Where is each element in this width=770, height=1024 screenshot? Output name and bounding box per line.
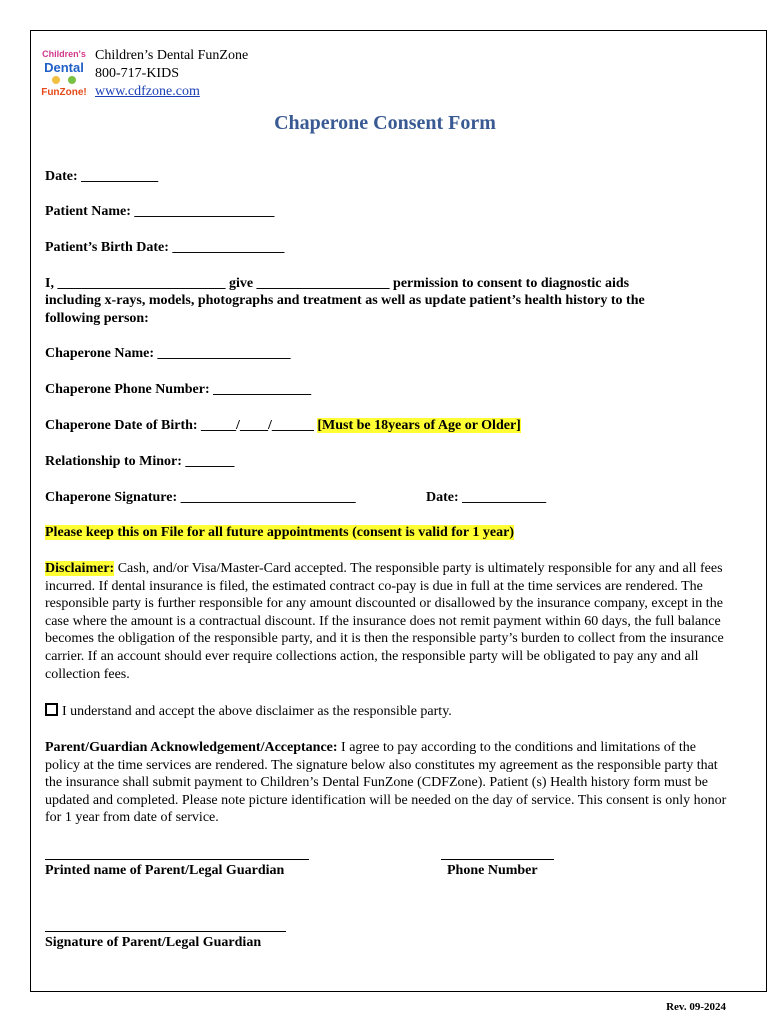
logo-text-funzone: FunZone! [41, 87, 87, 98]
practice-website-link[interactable]: www.cdfzone.com [95, 84, 200, 99]
acknowledge-checkbox[interactable] [45, 703, 58, 716]
chaperone-phone-field[interactable]: Chaperone Phone Number: ______________ [45, 382, 312, 397]
date-field[interactable]: Date: ___________ [45, 169, 159, 184]
consent-statement-line-2: including x-rays, models, photographs and treatment as well as update patient’s health history to the [45, 293, 645, 308]
disclaimer-paragraph [45, 560, 730, 683]
guardian-text: I agree to pay according to the conditions and limitations of the policy at the time services are rendered. The signature below also constitutes my agreement as the responsible party that the insurance shall submit payment to Children’s Dental FunZone (CDFZone). Patient (s) Health history form must be updated and completed. Please note picture identification will be needed on the day of service. This consent is only honor for 1 year from date of service. [45, 740, 727, 826]
chaperone-signature-field[interactable]: Chaperone Signature: _________________________ [45, 490, 356, 505]
phone-number-label: Phone Number [447, 863, 538, 878]
logo-text-childrens: Children's [42, 49, 86, 59]
guardian-label: Parent/Guardian Acknowledgement/Acceptance: [45, 740, 338, 755]
logo-text-dental: Dental [44, 60, 84, 75]
disclaimer-text: Cash, and/or Visa/Master-Card accepted. The responsible party is ultimately responsible for any and all fees incurred. If dental insurance is filed, the estimated contract co-pay is due in full at the time services are rendered. The responsible party is further responsible for any amount discounted or disallowed by the insurance company, except in the case where the amount is a contractual discount. If the insurance does not remit payment within 60 days, the full balance becomes the obligation of the responsible party, and it is then the responsible party’s burden to collect from the insurance carrier. If an account should ever require collections action, the responsible party will be obligated to pay any and all collection fees. [45, 561, 724, 682]
keep-on-file-notice: Please keep this on File for all future appointments (consent is valid for 1 year) [45, 525, 514, 540]
patient-name-field[interactable]: Patient Name: ____________________ [45, 204, 275, 219]
form-title: Chaperone Consent Form [274, 112, 496, 134]
cdfzone-logo [36, 46, 92, 100]
guardian-signature-label: Signature of Parent/Legal Guardian [45, 935, 262, 950]
relationship-field[interactable]: Relationship to Minor: _______ [45, 454, 235, 469]
signature-line[interactable] [45, 931, 286, 932]
acknowledge-label: I understand and accept the above disclaimer as the responsible party. [62, 704, 452, 719]
revision-label: Rev. 09-2024 [666, 1001, 726, 1013]
consent-statement-line-3: following person: [45, 311, 149, 326]
practice-phone: 800-717-KIDS [95, 66, 179, 81]
chaperone-name-field[interactable]: Chaperone Name: ___________________ [45, 346, 291, 361]
age-requirement-note: [Must be 18years of Age or Older] [317, 418, 521, 433]
printed-name-label: Printed name of Parent/Legal Guardian [45, 863, 285, 878]
signature-date-field[interactable]: Date: ____________ [426, 490, 547, 505]
acknowledge-row[interactable] [45, 703, 730, 721]
guardian-paragraph [45, 739, 730, 827]
disclaimer-label: Disclaimer: [45, 561, 115, 576]
practice-name: Children’s Dental FunZone [95, 48, 249, 63]
patient-birth-date-field[interactable]: Patient’s Birth Date: ________________ [45, 240, 285, 255]
printed-name-line[interactable] [45, 859, 309, 860]
chaperone-dob-field[interactable]: Chaperone Date of Birth: _____/____/______ [45, 418, 314, 433]
consent-statement-line-1[interactable]: I, ________________________ give ___________________ permission to consent to diagnostic aids [45, 276, 630, 291]
phone-number-line[interactable] [441, 859, 554, 860]
